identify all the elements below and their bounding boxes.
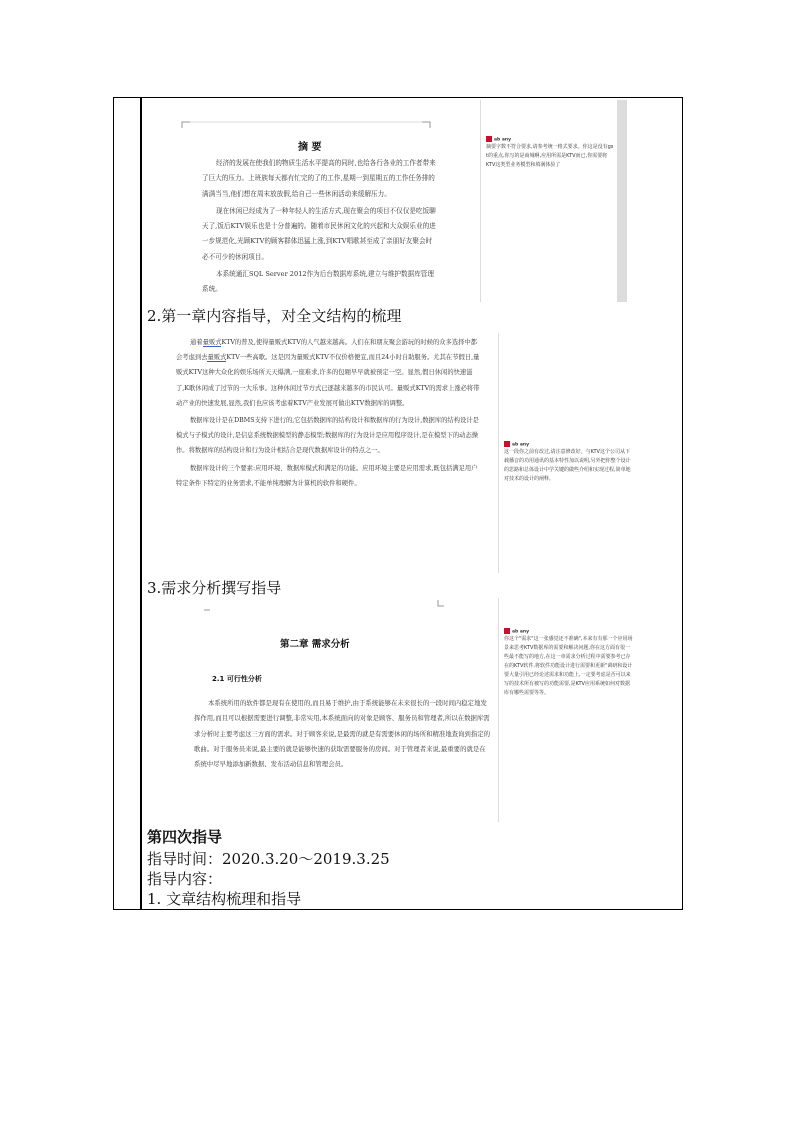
comment-text: 你这个"需求"这一张感觉还不准确",本来有有那一个应用场景来思考KTV数据库的需要和解决问题,你在这方面有很一些最不能写的地方,在这一章需求分析过程中需要参考已存在的KTV软件,将软件功能设计进行需要和更新"调研和设计要大量引用已经论述需求和功能上,一定要考虑是否可以来写的技术所有被写的功能需要,是KTV应用系统如何对数据库有哪些需要等等。 xyxy=(504,635,633,696)
comment-card xyxy=(486,136,616,170)
chapter-one-paragraph: 数据库设计是在DBMS支持下进行的,它包括数据库的结构设计和数据库的行为设计,数据库的结构设计是模式与子模式的设计,是信息系统数据模型的静态模型;数据库的行为设计是应用程序设计,是在模型下的动态操作。将数据库的结构设计和行为设计相结合是现代数据库设计的特点之一。 xyxy=(176,417,479,455)
abstract-paragraph: 现在休闲已经成为了一种年轻人的生活方式,现在聚会的项目不仅仅是吃饭聊天了,饭后KTV娱乐也是十分普遍的。随着市民休闲文化的兴起和大众娱乐业的进一步规范化,光顾KTV的顾客群体迅猛上涨,到KTV唱歌甚至成了亲朋好友聚会时必不可少的休闲项目。 xyxy=(202,206,436,261)
comment-pane xyxy=(498,333,650,573)
heading-chapter-guidance: 2.第一章内容指导，对全文结构的梳理 xyxy=(147,307,402,325)
avatar xyxy=(504,628,510,634)
scrollbar[interactable] xyxy=(617,100,627,302)
comment-card xyxy=(504,441,634,484)
chapter-one-paragraph: 数据库设计的三个要素:应用环境、数据库模式和满足的功能。应用环境主要是应用需求,既包括满足用户特定条件下特定的业务需求,不能单纯理解为计算机的软件和硬件。 xyxy=(176,464,478,487)
table-column-divider xyxy=(140,97,142,910)
section-fourth-guidance-title: 第四次指导 xyxy=(147,828,223,846)
chapter-two-title: 第二章 需求分析 xyxy=(280,639,350,650)
comment-card xyxy=(504,628,634,698)
screenshot-requirements-analysis xyxy=(160,598,650,822)
comment-author: ab any xyxy=(494,137,511,143)
screenshot-abstract xyxy=(160,100,630,302)
avatar xyxy=(486,136,492,142)
abstract-body xyxy=(202,156,438,300)
section-title: 2.1 可行性分析 xyxy=(212,675,262,683)
abstract-paragraph: 经济的发展在使我们的物质生活水平提高的同时,也给各行各业的工作者带来了巨大的压力。上班族每天都有忙完的了的工作,星期一到星期五的工作任务排的满满当当,他们想在周末放放假,给自己一些休闲活动来缓解压力。 xyxy=(202,159,436,198)
abstract-title: 摘 要 xyxy=(298,142,322,153)
screenshot-chapter-one xyxy=(160,333,650,573)
guidance-content-label: 指导内容： xyxy=(147,870,223,888)
comment-text: 摘要字数不符合要求,请参考统一格式要求。你这是没有gs t的重点,你写的是商城啊,应用所需是KTV而已,你需要将KTV这类型业务模型和填满体验了 xyxy=(486,143,614,168)
avatar xyxy=(504,441,510,447)
guidance-item: 1. 文章结构梳理和指导 xyxy=(147,890,302,908)
abstract-paragraph: 本系统通汇SQL Server 2012作为后台数据库系统,建立与维护数据库管理系统。 xyxy=(202,270,434,294)
page-corner-marks xyxy=(160,598,460,618)
guidance-time: 指导时间：2020.3.20～2019.3.25 xyxy=(147,850,390,868)
feasibility-paragraph: 本系统所用的软件都是现有在使用的,而且易于维护,由于系统能够在未来很长的一段时间内稳定地发挥作用,而且可以根据需要进行调整,非常实用,本系统面向的对象是顾客、服务员和管理者,所以在数据库需求分析时主要考虑这三方面的需求。对于顾客来说,是最需的就是有需要休闲的场所和精准地查询到指定的歌曲。对于服务员来说,最主要的就是能够快速的获取需要服务的房间。对于管理者来说,最重要的就是在系统中尽早地添加新数据、发布活动信息和管理会员。 xyxy=(194,699,490,769)
feasibility-body xyxy=(194,696,490,774)
comment-author: ab any xyxy=(512,442,529,448)
comment-pane xyxy=(498,598,650,822)
heading-requirements-guidance: 3.需求分析撰写指导 xyxy=(147,579,282,597)
comment-text: 这一段你之前有改过,请注意修改好。与KTV这个公司从下载播音的功用通讯的基本特性加以说明,另外把你整个设计的思路和总体设计中学关键的做些介绍和实现过程,简单地对技术的设计的阐释。 xyxy=(504,448,631,482)
chapter-one-body xyxy=(176,335,482,493)
chapter-one-paragraph: 通着量贩式KTV的普及,使得量贩式KTV的人气越来越高。人们在和朋友聚会游玩的时候的众多选择中都会考虑到去量贩式KTV一些高歌。这是因为量贩式KTV不仅价格便宜,而且24小时自助服务。尤其在节假日,量贩式KTV这种大众化的娱乐场所天天爆满,一座难求,许多的包厢早早就被预定一空。显然,假日休闲的快速滋了,K歌休闲成了过节的一大乐事。这种休闲过节方式已逐越来越多的市民认可。量贩式KTV的需求上涨必将带动产业的快速发展,显然,我们也应该考虑着KTV产业发展可做出KTV数据库的调整。 xyxy=(176,339,480,407)
comment-author: ab any xyxy=(512,629,529,635)
comment-pane xyxy=(480,100,630,302)
